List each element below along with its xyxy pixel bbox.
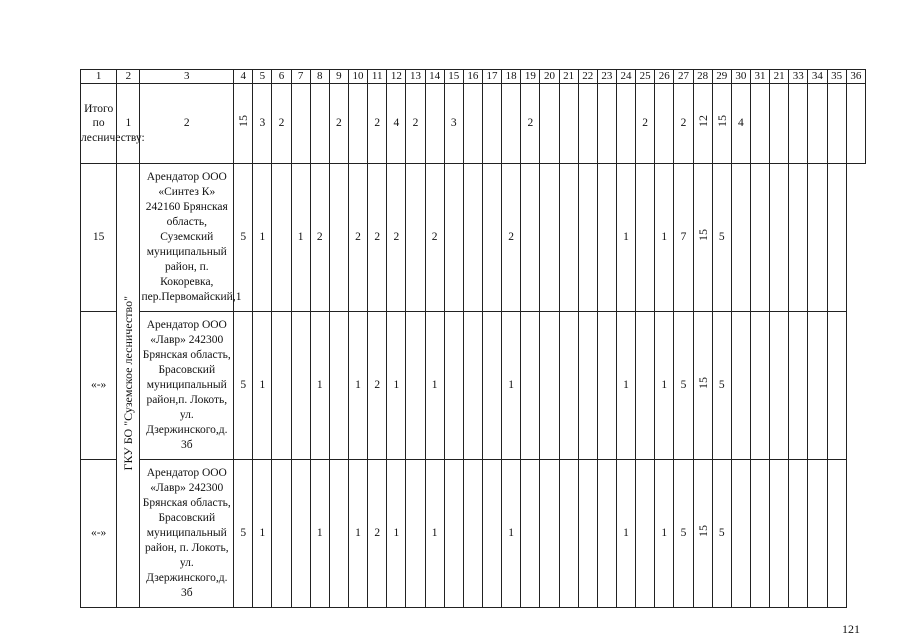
- table-cell: 2: [368, 460, 387, 608]
- table-cell: 1: [655, 164, 674, 312]
- table-cell: [559, 460, 578, 608]
- table-cell: [846, 84, 865, 164]
- table-cell: [827, 312, 846, 460]
- table-cell: [540, 312, 559, 460]
- table-cell: [329, 460, 348, 608]
- table-cell: [329, 312, 348, 460]
- table-cell: [827, 164, 846, 312]
- table-cell: [272, 460, 291, 608]
- table-cell: [693, 84, 712, 164]
- table-cell: 1: [616, 312, 635, 460]
- column-header: 7: [291, 70, 310, 84]
- table-cell: 1: [310, 312, 329, 460]
- table-cell: [540, 84, 559, 164]
- table-cell: 1: [348, 312, 367, 460]
- column-header: 23: [597, 70, 616, 84]
- table-cell: [578, 84, 597, 164]
- table-cell: [616, 84, 635, 164]
- column-header: 29: [712, 70, 731, 84]
- table-cell: [444, 164, 463, 312]
- column-header: 25: [636, 70, 655, 84]
- table-cell: 2: [425, 164, 444, 312]
- table-cell: [559, 164, 578, 312]
- table-cell: [234, 84, 253, 164]
- table-cell: [559, 84, 578, 164]
- table-cell: [540, 164, 559, 312]
- table-cell: 2: [310, 164, 329, 312]
- table-cell: [502, 84, 521, 164]
- column-header: 1: [81, 70, 117, 84]
- table-cell: [291, 312, 310, 460]
- table-cell: [463, 164, 482, 312]
- column-header: 35: [827, 70, 846, 84]
- cell-value: 12: [695, 115, 710, 128]
- column-header: 24: [616, 70, 635, 84]
- table-cell: 5: [712, 460, 731, 608]
- table-cell: 2: [674, 84, 693, 164]
- table-row: [81, 164, 866, 312]
- table-cell: 1: [655, 460, 674, 608]
- cell-value: 15: [236, 115, 251, 128]
- column-header: 14: [425, 70, 444, 84]
- table-cell: [789, 460, 808, 608]
- table-cell: 2: [406, 84, 425, 164]
- column-header: 6: [272, 70, 291, 84]
- table-cell: 1: [387, 460, 406, 608]
- table-cell: [731, 164, 750, 312]
- table-cell: [521, 164, 540, 312]
- table-cell: 2: [348, 164, 367, 312]
- column-header: 20: [540, 70, 559, 84]
- column-header: 4: [234, 70, 253, 84]
- table-cell: [444, 460, 463, 608]
- table-cell: [770, 84, 789, 164]
- table-cell: 2: [140, 84, 234, 164]
- table-cell: [597, 84, 616, 164]
- table-cell: 5: [712, 164, 731, 312]
- table-cell: [559, 312, 578, 460]
- table-cell: [693, 164, 712, 312]
- table-cell: [750, 164, 769, 312]
- total-row: [81, 84, 866, 164]
- table-cell: 1: [502, 312, 521, 460]
- page-number: 121: [842, 622, 860, 636]
- cell-value: 15: [695, 229, 710, 242]
- table-cell: 1: [655, 312, 674, 460]
- table-cell: [789, 84, 808, 164]
- table-cell: [463, 460, 482, 608]
- table-cell: [808, 312, 827, 460]
- table-cell: [750, 312, 769, 460]
- table-cell: 1: [425, 460, 444, 608]
- table-cell: [291, 460, 310, 608]
- table-cell: [348, 84, 367, 164]
- column-header: 11: [368, 70, 387, 84]
- table-cell: 1: [117, 84, 140, 164]
- table-cell: [712, 84, 731, 164]
- column-header: 36: [846, 70, 865, 84]
- column-header: 2: [117, 70, 140, 84]
- table-cell: 2: [521, 84, 540, 164]
- cell-value: 15: [695, 377, 710, 390]
- document-table: [80, 69, 866, 608]
- cell-value: 15: [695, 525, 710, 538]
- table-cell: 5: [234, 164, 253, 312]
- table-cell: [482, 460, 501, 608]
- table-cell: [406, 312, 425, 460]
- tenant-description: Арендатор ООО «Лавр» 242300 Брянская область, Брасовский муниципальный район,п. Локоть, ул. Дзержинского,д. 3б: [140, 312, 234, 460]
- header-row: [81, 70, 866, 84]
- table-row: [81, 460, 866, 608]
- table-cell: [636, 312, 655, 460]
- table-cell: 1: [616, 460, 635, 608]
- table-cell: [597, 312, 616, 460]
- table-cell: 5: [234, 312, 253, 460]
- table-cell: [482, 164, 501, 312]
- column-header: 15: [444, 70, 463, 84]
- row-label: 15: [81, 164, 117, 312]
- cell-value: 15: [714, 115, 729, 128]
- column-header: 33: [789, 70, 808, 84]
- table-cell: [808, 84, 827, 164]
- column-header: 3: [140, 70, 234, 84]
- table-cell: 4: [387, 84, 406, 164]
- table-cell: [463, 84, 482, 164]
- table-cell: 1: [425, 312, 444, 460]
- table-cell: [329, 164, 348, 312]
- table-cell: [827, 84, 846, 164]
- table-cell: [482, 312, 501, 460]
- column-header: 30: [731, 70, 750, 84]
- table-cell: 1: [253, 164, 272, 312]
- table-cell: 7: [674, 164, 693, 312]
- table-cell: [693, 312, 712, 460]
- table-cell: [444, 312, 463, 460]
- column-header: 8: [310, 70, 329, 84]
- table-cell: 2: [329, 84, 348, 164]
- table-cell: [540, 460, 559, 608]
- table-cell: 2: [368, 164, 387, 312]
- table-cell: 1: [502, 460, 521, 608]
- column-header: 28: [693, 70, 712, 84]
- table-cell: 2: [502, 164, 521, 312]
- table-cell: 1: [310, 460, 329, 608]
- column-header: 5: [253, 70, 272, 84]
- table-cell: [521, 312, 540, 460]
- table-cell: 2: [368, 84, 387, 164]
- table-cell: 5: [674, 312, 693, 460]
- table-cell: [272, 312, 291, 460]
- table-cell: [808, 164, 827, 312]
- column-header: 26: [655, 70, 674, 84]
- column-header: 16: [463, 70, 482, 84]
- table-cell: [482, 84, 501, 164]
- table-row: [81, 312, 866, 460]
- table-cell: [425, 84, 444, 164]
- table-cell: [770, 312, 789, 460]
- table-cell: [521, 460, 540, 608]
- table-cell: 4: [731, 84, 750, 164]
- table-cell: [789, 312, 808, 460]
- column-header: 9: [329, 70, 348, 84]
- column-header: 21: [559, 70, 578, 84]
- row-label: «-»: [81, 312, 117, 460]
- column-header: 18: [502, 70, 521, 84]
- table-cell: 1: [291, 164, 310, 312]
- total-label: Итого по лесничеству:: [81, 84, 117, 164]
- table-cell: [693, 460, 712, 608]
- table-cell: 1: [348, 460, 367, 608]
- table-cell: 3: [253, 84, 272, 164]
- row-label: «-»: [81, 460, 117, 608]
- table-cell: [770, 460, 789, 608]
- table-cell: 3: [444, 84, 463, 164]
- table-cell: [597, 164, 616, 312]
- column-header: 12: [387, 70, 406, 84]
- table-cell: [808, 460, 827, 608]
- column-header: 17: [482, 70, 501, 84]
- table-cell: 5: [674, 460, 693, 608]
- table-cell: [578, 164, 597, 312]
- table-cell: 2: [387, 164, 406, 312]
- column-header: 34: [808, 70, 827, 84]
- column-header: 22: [578, 70, 597, 84]
- column-header: 10: [348, 70, 367, 84]
- table-cell: 1: [387, 312, 406, 460]
- table-cell: 1: [616, 164, 635, 312]
- table-cell: 1: [253, 460, 272, 608]
- table-cell: 2: [636, 84, 655, 164]
- forestry-side-label: [117, 164, 140, 608]
- table-cell: [789, 164, 808, 312]
- table-cell: [463, 312, 482, 460]
- table-cell: [597, 460, 616, 608]
- table-cell: [750, 84, 769, 164]
- table-cell: [750, 460, 769, 608]
- table-cell: [731, 460, 750, 608]
- table-cell: [406, 164, 425, 312]
- table-cell: 5: [234, 460, 253, 608]
- table-cell: [310, 84, 329, 164]
- table-cell: [827, 460, 846, 608]
- forestry-name-vertical: ГКУ БО "Суземское лесничество": [121, 296, 136, 471]
- column-header: 19: [521, 70, 540, 84]
- table-cell: [406, 460, 425, 608]
- table-cell: [770, 164, 789, 312]
- table-cell: [636, 460, 655, 608]
- table-cell: [272, 164, 291, 312]
- table-cell: [731, 312, 750, 460]
- tenant-description: Арендатор ООО «Синтез К» 242160 Брянская область, Суземский муниципальный район, п. Кокоревка, пер.Первомайский,1: [140, 164, 234, 312]
- column-header: 13: [406, 70, 425, 84]
- column-header: 21: [770, 70, 789, 84]
- column-header: 27: [674, 70, 693, 84]
- table-cell: [636, 164, 655, 312]
- table-cell: 2: [272, 84, 291, 164]
- table-cell: 5: [712, 312, 731, 460]
- table-cell: [578, 460, 597, 608]
- table-cell: 2: [368, 312, 387, 460]
- table-cell: [291, 84, 310, 164]
- table-cell: [655, 84, 674, 164]
- table-cell: [578, 312, 597, 460]
- table-cell: 1: [253, 312, 272, 460]
- tenant-description: Арендатор ООО «Лавр» 242300 Брянская область, Брасовский муниципальный район, п. Локоть, ул. Дзержинского,д. 3б: [140, 460, 234, 608]
- column-header: 31: [750, 70, 769, 84]
